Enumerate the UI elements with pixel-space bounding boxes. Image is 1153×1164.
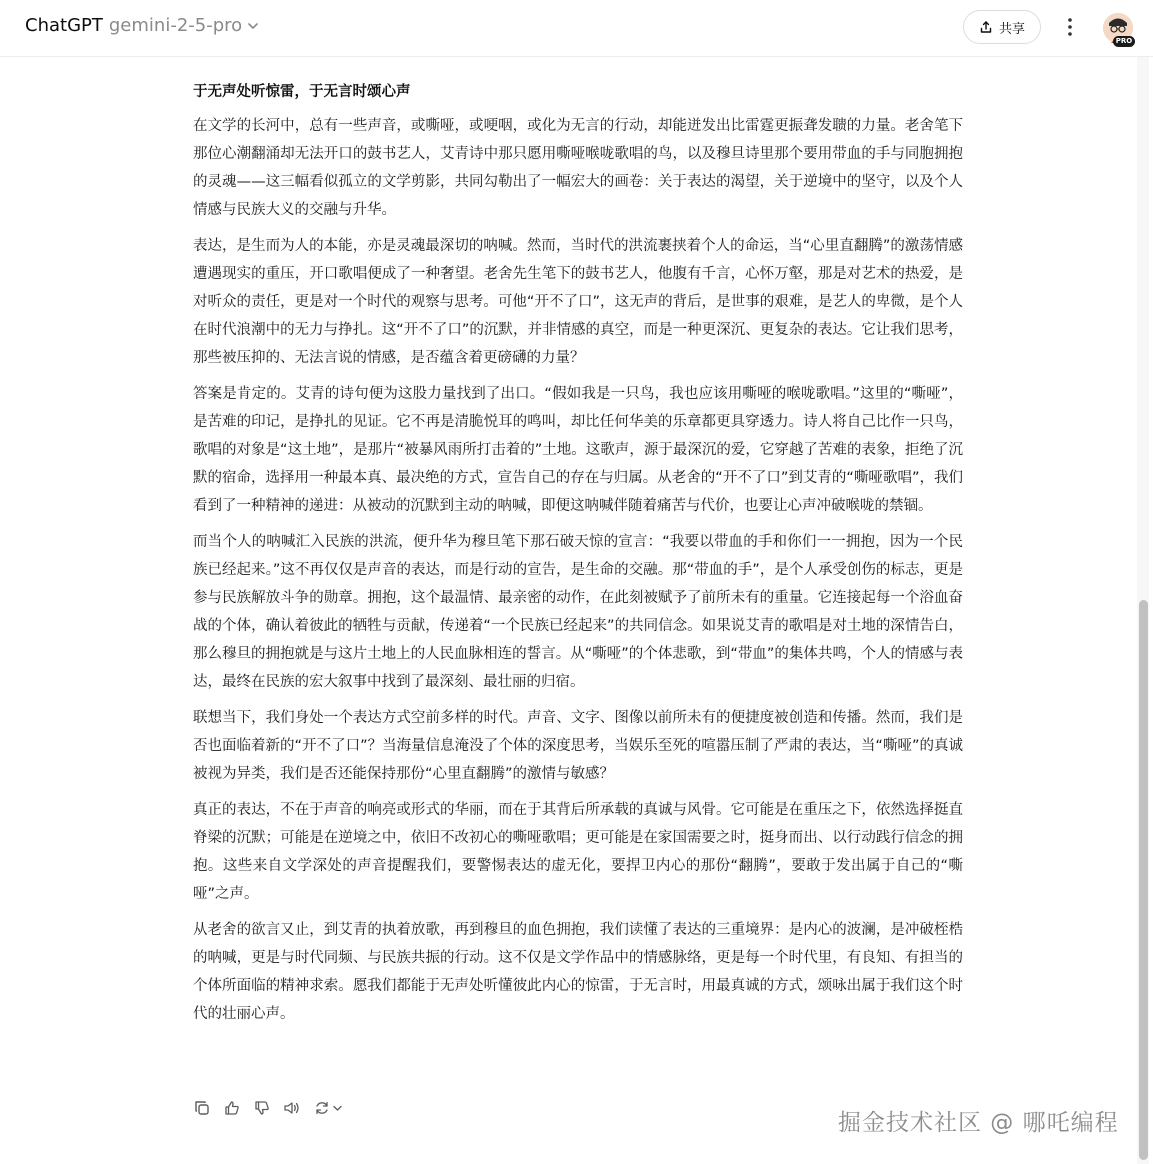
scrollbar-thumb[interactable]: [1139, 600, 1148, 1160]
chevron-down-icon: [246, 19, 260, 33]
app-name: ChatGPT: [25, 15, 103, 36]
copy-icon: [194, 1100, 210, 1116]
watermark-text: 掘金技术社区 @ 哪吒编程: [838, 1110, 1119, 1136]
paragraph: 联想当下，我们身处一个表达方式空前多样的时代。声音、文字、图像以前所未有的便捷度被创造和传播。然而，我们是否也面临着新的“开不了口”？当海量信息淹没了个体的深度思考，当娱乐至死的喧嚣压制了严肃的表达，当“嘶哑”的真诚被视为异类，我们是否还能保持那份“心里直翻腾”的激情与敏感？: [193, 710, 963, 782]
thumbs-down-icon: [254, 1100, 270, 1116]
read-aloud-icon: [283, 1100, 301, 1116]
message-actions: [193, 1097, 345, 1119]
paragraph: 答案是肯定的。艾青的诗句便为这股力量找到了出口。“假如我是一只鸟，我也应该用嘶哑的喉咙歌唱。”这里的“嘶哑”，是苦难的印记，是挣扎的见证。它不再是清脆悦耳的鸣叫，却比任何华美的乐章都更具穿透力。诗人将自己比作一只鸟，歌唱的对象是“这土地”，是那片“被暴风雨所打击着的”土地。这歌声，源于最深沉的爱，它穿越了苦难的表象，拒绝了沉默的宿命，选择用一种最本真、最决绝的方式，宣告自己的存在与归属。从老舍的“开不了口”到艾青的“嘶哑歌唱”，我们看到了一种精神的递进：从被动的沉默到主动的呐喊，即便这呐喊伴随着痛苦与代价，也要让心声冲破喉咙的禁锢。: [193, 386, 963, 514]
model-name: gemini-2-5-pro: [108, 15, 243, 36]
top-bar: [0, 0, 1153, 57]
pro-badge: PRO: [1113, 36, 1135, 47]
share-button[interactable]: [963, 10, 1041, 44]
paragraph: 而当个人的呐喊汇入民族的洪流，便升华为穆旦笔下那石破天惊的宣言：“我要以带血的手和你们一一拥抱，因为一个民族已经起来。”这不再仅仅是声音的表达，而是行动的宣告，是生命的交融。那“带血的手”，是个人承受创伤的标志，更是参与民族解放斗争的勋章。拥抱，这个最温情、最亲密的动作，在此刻被赋予了前所未有的重量。它连接起每一个浴血奋战的个体，确认着彼此的牺牲与贡献，传递着“一个民族已经起来”的共同信念。如果说艾青的歌唱是对土地的深情告白，那么穆旦的拥抱就是与这片土地上的人民血脉相连的誓言。从“嘶哑”的个体悲歌，到“带血”的集体共鸣，个人的情感与表达，最终在民族的宏大叙事中找到了最深刻、最壮丽的归宿。: [193, 534, 963, 690]
copy-button[interactable]: [193, 1097, 211, 1119]
more-options-button[interactable]: [1055, 12, 1085, 42]
regenerate-icon: [314, 1100, 344, 1116]
thumbs-up-icon: [224, 1100, 240, 1116]
paragraph: 真正的表达，不在于声音的响亮或形式的华丽，而在于其背后所承载的真诚与风骨。它可能是在重压之下，依然选择挺直脊梁的沉默；可能是在逆境之中，依旧不改初心的嘶哑歌唱；更可能是在家国需要之时，挺身而出、以行动践行信念的拥抱。这些来自文学深处的声音提醒我们，要警惕表达的虚无化，要捍卫内心的那份“翻腾”，要敢于发出属于自己的“嘶哑”之声。: [193, 802, 964, 902]
share-icon: [979, 20, 993, 34]
model-selector[interactable]: [25, 15, 260, 36]
paragraph: 在文学的长河中，总有一些声音，或嘶哑，或哽咽，或化为无言的行动，却能迸发出比雷霆更振聋发聩的力量。老舍笔下那位心潮翻涌却无法开口的鼓书艺人，艾青诗中那只愿用嘶哑喉咙歌唱的鸟，以及穆旦诗里那个要用带血的手与同胞拥抱的灵魂——这三幅看似孤立的文学剪影，共同勾勒出了一幅宏大的画卷：关于表达的渴望，关于逆境中的坚守，以及个人情感与民族大义的交融与升华。: [193, 118, 963, 218]
read-aloud-button[interactable]: [283, 1097, 301, 1119]
article-title: 于无声处听惊雷，于无言时颂心声: [193, 84, 411, 100]
share-label: 共享: [998, 21, 1025, 37]
thumbs-up-button[interactable]: [223, 1097, 241, 1119]
regenerate-button[interactable]: [313, 1097, 345, 1119]
paragraph: 表达，是生而为人的本能，亦是灵魂最深切的呐喊。然而，当时代的洪流裹挟着个人的命运，当“心里直翻腾”的激荡情感遭遇现实的重压，开口歌唱便成了一种奢望。老舍先生笔下的鼓书艺人，他腹有千言，心怀万壑，那是对艺术的热爱，是对听众的责任，更是对一个时代的观察与思考。可他“开不了口”，这无声的背后，是世事的艰难，是艺人的卑微，是个人在时代浪潮中的无力与挣扎。这“开不了口”的沉默，并非情感的真空，而是一种更深沉、更复杂的表达。它让我们思考，那些被压抑的、无法言说的情感，是否蕴含着更磅礴的力量？: [193, 238, 963, 366]
assistant-message: [193, 76, 963, 1036]
paragraph: 从老舍的欲言又止，到艾青的执着放歌，再到穆旦的血色拥抱，我们读懂了表达的三重境界：是内心的波澜，是冲破桎梏的呐喊，更是与时代同频、与民族共振的行动。这不仅是文学作品中的情感脉络，更是每一个时代里，有良知、有担当的个体所面临的精神求索。愿我们都能于无声处听懂彼此内心的惊雷，于无言时，用最真诚的方式，颂咏出属于我们这个时代的壮丽心声。: [193, 922, 963, 1022]
thumbs-down-button[interactable]: [253, 1097, 271, 1119]
more-vertical-icon: [1067, 17, 1073, 37]
